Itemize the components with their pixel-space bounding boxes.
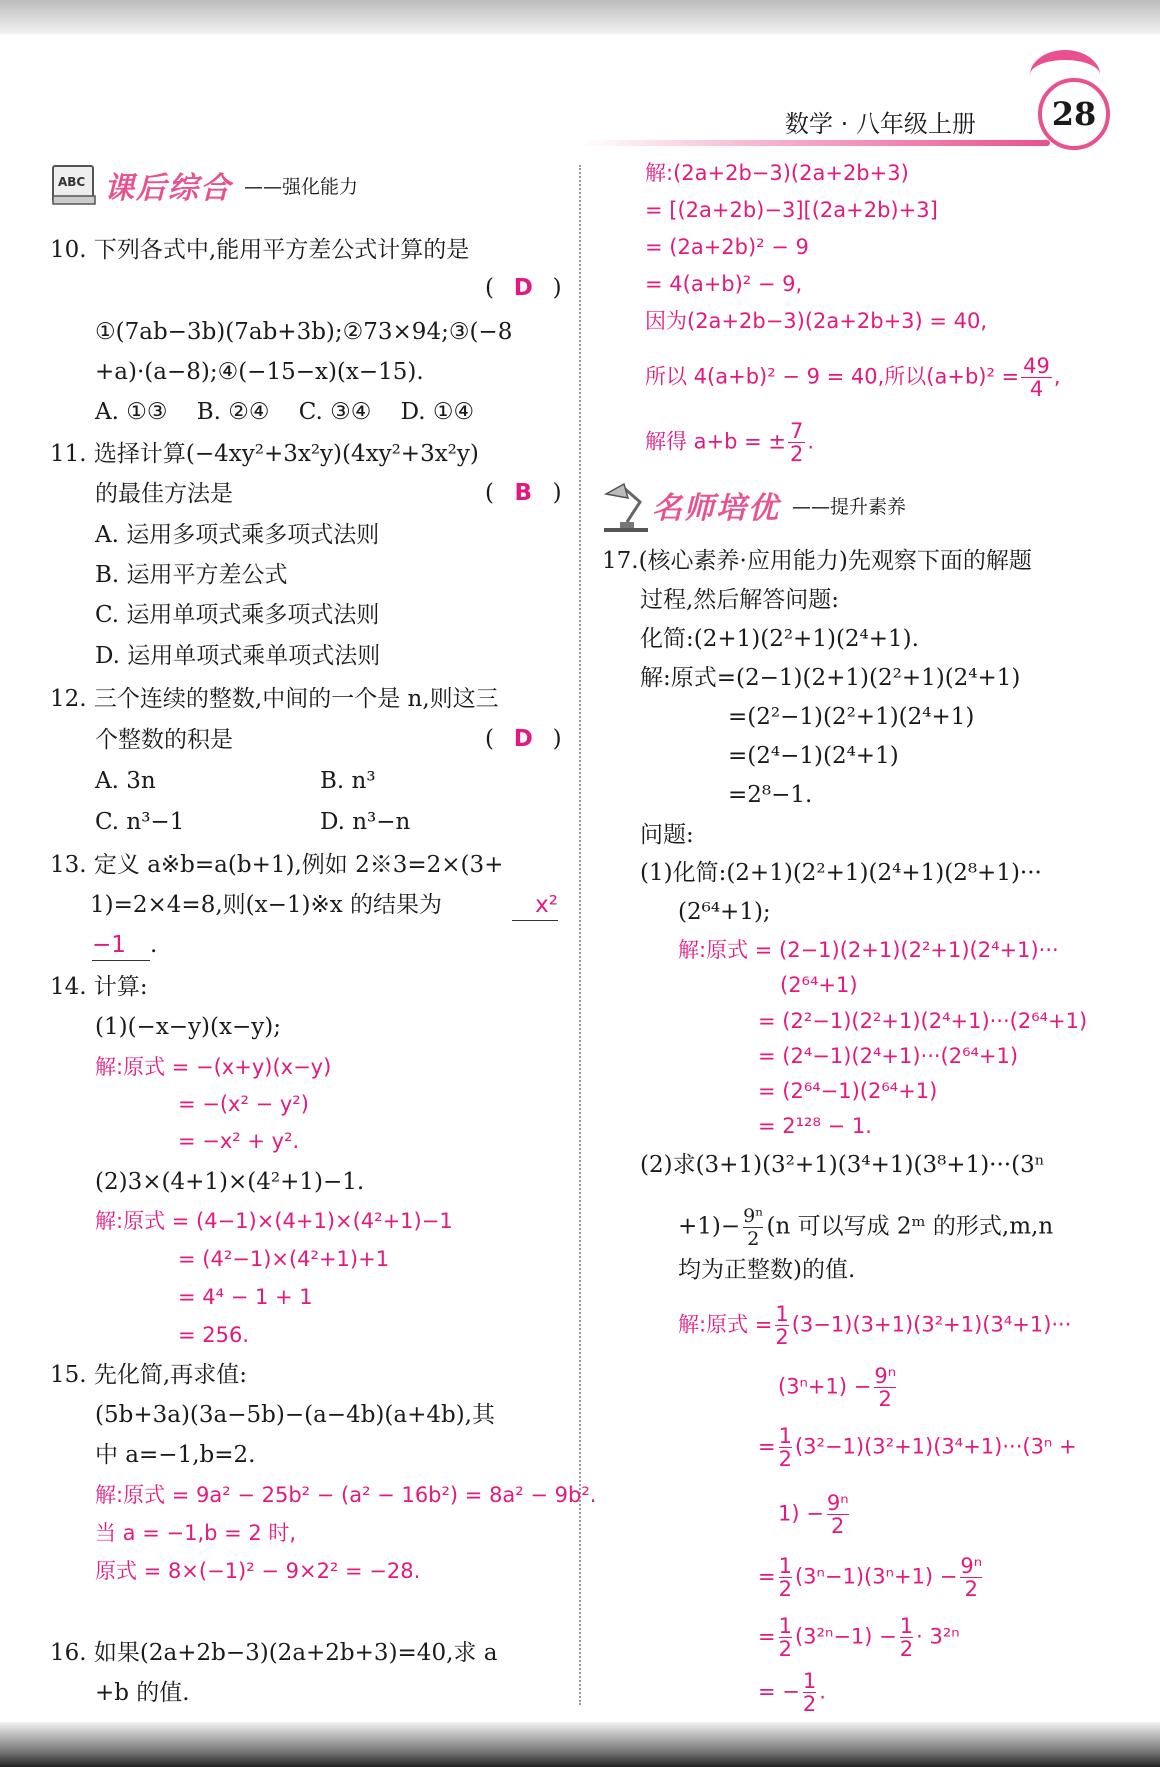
q17-work4: =2⁸−1. bbox=[728, 782, 813, 808]
q12-option-a: A. 3n bbox=[95, 768, 156, 794]
banner-title: 名师培优 bbox=[652, 491, 780, 526]
q17-ans1-line1: 解:原式 = (2−1)(2+1)(2²+1)(2⁴+1)··· bbox=[678, 938, 1059, 962]
q13-line2: 1)=2×4=8,则(x−1)※x 的结果为 bbox=[90, 892, 443, 918]
q12-option-d: D. n³−n bbox=[320, 809, 411, 835]
q10-stem: 10. 下列各式中,能用平方差公式计算的是 bbox=[50, 237, 470, 263]
q13-stem: 13. 定义 a※b=a(b+1),例如 2※3=2×(3+ bbox=[50, 852, 504, 878]
q16-line2: +b 的值. bbox=[95, 1680, 190, 1706]
q17-ans2-line4: 1) − $\frac{\text{9ⁿ}}{2}$ bbox=[778, 1491, 849, 1538]
q17-ans1-line5: = (2⁶⁴−1)(2⁶⁴+1) bbox=[758, 1079, 938, 1103]
q15-sol-line2: 当 a = −1,b = 2 时, bbox=[95, 1521, 297, 1545]
q14-sol2-line2: = (4²−1)×(4²+1)+1 bbox=[178, 1247, 390, 1271]
q12-stem: 12. 三个连续的整数,中间的一个是 n,则这三 bbox=[50, 686, 499, 712]
q16-sol-line2: = [(2a+2b)−3][(2a+2b)+3] bbox=[645, 198, 938, 222]
q15-sol-line3: 原式 = 8×(−1)² − 9×2² = −28. bbox=[95, 1559, 421, 1583]
q14-part1: (1)(−x−y)(x−y); bbox=[95, 1014, 281, 1040]
q17-ans2-line5: = $\frac{1}{2}$ (3ⁿ−1)(3ⁿ+1) − $\frac{\text{9ⁿ}}{2}$ bbox=[758, 1554, 983, 1601]
q12-option-b: B. n³ bbox=[320, 768, 376, 794]
q17-part1-line1: (1)化简:(2+1)(2²+1)(2⁴+1)(2⁸+1)··· bbox=[640, 860, 1042, 886]
q14-sol2-line3: = 4⁴ − 1 + 1 bbox=[178, 1285, 313, 1309]
q17-question-label: 问题: bbox=[640, 822, 694, 848]
book-icon bbox=[50, 160, 98, 210]
svg-text:ABC: ABC bbox=[58, 175, 86, 189]
q14-sol1-line1: 解:原式 = −(x+y)(x−y) bbox=[95, 1055, 332, 1079]
scan-bottom-edge bbox=[0, 1722, 1160, 1767]
q11-line2: 的最佳方法是 bbox=[95, 481, 233, 507]
q17-ans1-line3: = (2²−1)(2²+1)(2⁴+1)···(2⁶⁴+1) bbox=[758, 1009, 1088, 1033]
q11-option-b: B. 运用平方差公式 bbox=[95, 562, 288, 588]
page-number: 28 bbox=[1038, 78, 1110, 150]
q17-work3: =(2⁴−1)(2⁴+1) bbox=[728, 743, 899, 769]
q16-stem: 16. 如果(2a+2b−3)(2a+2b+3)=40,求 a bbox=[50, 1640, 498, 1666]
q12-answer: ( D ) bbox=[485, 726, 562, 752]
q14-stem: 14. 计算: bbox=[50, 974, 148, 1000]
q17-work2: =(2²−1)(2²+1)(2⁴+1) bbox=[728, 704, 975, 730]
q12-line2: 个整数的积是 bbox=[95, 727, 233, 753]
header-rule bbox=[580, 140, 1050, 146]
q16-sol-line4: = 4(a+b)² − 9, bbox=[645, 272, 803, 296]
q17-ans1-line4: = (2⁴−1)(2⁴+1)···(2⁶⁴+1) bbox=[758, 1044, 1019, 1068]
section-banner-homework bbox=[50, 160, 358, 210]
q15-line1: (5b+3a)(3a−5b)−(a−4b)(a+4b),其 bbox=[95, 1402, 495, 1428]
q17-part2-line3: 均为正整数)的值. bbox=[678, 1257, 856, 1283]
q17-part2-line2: +1)− $\frac{\text{9ⁿ}}{2}$ (n 可以写成 2ᵐ 的形式,m,n bbox=[678, 1205, 1054, 1250]
banner-subtitle: ——强化能力 bbox=[244, 175, 359, 198]
q17-ans2-line1: 解:原式 = $\frac{1}{2}$ (3−1)(3+1)(3²+1)(3⁴+1)··· bbox=[678, 1302, 1072, 1349]
section-banner-teacher bbox=[598, 480, 906, 530]
q17-stem: 17.(核心素养·应用能力)先观察下面的解题 bbox=[602, 548, 1032, 574]
q13-blank-part1: x² bbox=[512, 890, 558, 921]
q11-option-c: C. 运用单项式乘多项式法则 bbox=[95, 602, 380, 628]
q10-line1: ①(7ab−3b)(7ab+3b);②73×94;③(−8 bbox=[95, 319, 513, 345]
q16-sol-line3: = (2a+2b)² − 9 bbox=[645, 235, 809, 259]
banner-title: 课后综合 bbox=[104, 171, 232, 206]
q17-ans1-line2: (2⁶⁴+1) bbox=[780, 973, 858, 997]
q17-ans1-line6: = 2¹²⁸ − 1. bbox=[758, 1114, 872, 1138]
banner-subtitle: ——提升素养 bbox=[792, 495, 907, 518]
q11-option-a: A. 运用多项式乘多项式法则 bbox=[95, 522, 380, 548]
q14-part2: (2)3×(4+1)×(4²+1)−1. bbox=[95, 1169, 365, 1195]
q17-part1-line2: (2⁶⁴+1); bbox=[678, 899, 771, 925]
q14-sol1-line2: = −(x² − y²) bbox=[178, 1092, 309, 1116]
q12-option-c: C. n³−1 bbox=[95, 809, 185, 835]
header-title: 数学 · 八年级上册 bbox=[785, 110, 976, 138]
q10-line2: +a)·(a−8);④(−15−x)(x−15). bbox=[95, 359, 424, 385]
q11-answer: ( B ) bbox=[485, 480, 562, 506]
q15-line2: 中 a=−1,b=2. bbox=[95, 1442, 256, 1468]
q16-sol-line7: 解得 a+b = ± $\frac{7}{2}$ . bbox=[645, 419, 815, 466]
q13-blank-part2: −1 . bbox=[92, 930, 157, 961]
column-divider bbox=[579, 165, 581, 1705]
q17-part2-line1: (2)求(3+1)(3²+1)(3⁴+1)(3⁸+1)···(3ⁿ bbox=[640, 1152, 1045, 1178]
q10-answer: ( D ) bbox=[485, 275, 562, 301]
q17-ans2-line2: (3ⁿ+1) − $\frac{\text{9ⁿ}}{2}$ bbox=[778, 1364, 897, 1411]
q14-sol2-line1: 解:原式 = (4−1)×(4+1)×(4²+1)−1 bbox=[95, 1209, 453, 1233]
q15-sol-line1: 解:原式 = 9a² − 25b² − (a² − 16b²) = 8a² − 9b². bbox=[95, 1483, 597, 1507]
q16-sol-line5: 因为(2a+2b−3)(2a+2b+3) = 40, bbox=[645, 309, 988, 333]
q14-sol1-line3: = −x² + y². bbox=[178, 1129, 300, 1153]
q17-ans2-line3: = $\frac{1}{2}$ (3²−1)(3²+1)(3⁴+1)···(3ⁿ + bbox=[758, 1424, 1077, 1471]
scan-top-edge bbox=[0, 0, 1160, 34]
q17-line2: 过程,然后解答问题: bbox=[640, 587, 840, 613]
q16-sol-line1: 解:(2a+2b−3)(2a+2b+3) bbox=[645, 161, 909, 185]
q15-stem: 15. 先化简,再求值: bbox=[50, 1362, 247, 1388]
q14-sol2-line4: = 256. bbox=[178, 1323, 250, 1347]
q17-ans2-line6: = $\frac{1}{2}$ (3²ⁿ−1) − $\frac{1}{2}$ · 3²ⁿ bbox=[758, 1614, 960, 1661]
q17-ans2-line7: = − $\frac{1}{2}$ . bbox=[758, 1669, 826, 1716]
q11-option-d: D. 运用单项式乘单项式法则 bbox=[95, 643, 381, 669]
q16-sol-line6: 所以 4(a+b)² − 9 = 40,所以(a+b)² = $\frac{49}{4}$ , bbox=[645, 354, 1061, 401]
q17-simplify: 化简:(2+1)(2²+1)(2⁴+1). bbox=[640, 626, 919, 652]
q10-options: A. ①③ B. ②④ C. ③④ D. ①④ bbox=[95, 399, 475, 425]
desk-lamp-icon bbox=[598, 480, 646, 530]
q11-stem: 11. 选择计算(−4xy²+3x²y)(4xy²+3x²y) bbox=[50, 441, 479, 467]
q17-work1: 解:原式=(2−1)(2+1)(2²+1)(2⁴+1) bbox=[640, 665, 1021, 691]
